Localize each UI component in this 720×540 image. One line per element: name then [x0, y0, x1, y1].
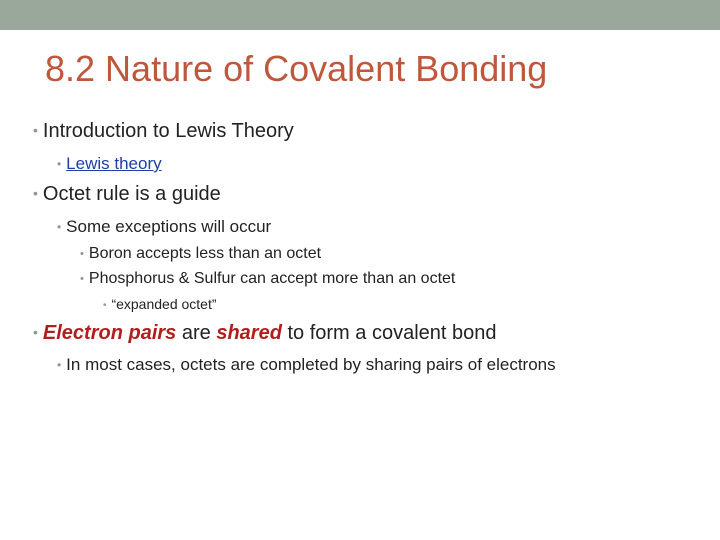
bullet-text: Boron accepts less than an octet — [88, 245, 322, 262]
bullet-dot-icon: • — [33, 122, 38, 139]
bullet-intro-lewis — [33, 120, 294, 143]
bullet-text: Octet rule is a guide — [42, 183, 221, 205]
bullet-exceptions — [57, 217, 271, 237]
bullet-expanded-octet — [103, 296, 217, 312]
slide-title: 8.2 Nature of Covalent Bonding — [45, 48, 548, 89]
bullet-dot-icon: • — [80, 247, 84, 260]
bullet-text: Some exceptions will occur — [66, 217, 272, 236]
bullet-text: are — [176, 322, 217, 344]
bullet-electron-pairs — [33, 322, 497, 345]
bullet-text: to form a covalent bond — [281, 322, 497, 344]
bullet-dot-icon: • — [80, 272, 84, 285]
bullet-dot-icon: • — [57, 156, 62, 171]
lewis-theory-link[interactable]: Lewis theory — [66, 154, 162, 173]
bullet-phosphorus-sulfur — [80, 270, 455, 288]
bullet-lewis-theory — [57, 154, 162, 174]
bullet-dot-icon: • — [33, 185, 38, 202]
bullet-dot-icon: • — [57, 219, 62, 234]
bullet-text: Phosphorus & Sulfur can accept more than an octet — [88, 270, 456, 287]
bullet-text: “expanded octet” — [111, 296, 217, 312]
bullet-text: Introduction to Lewis Theory — [42, 120, 294, 142]
bullet-dot-icon: • — [57, 357, 62, 372]
bullet-boron — [80, 245, 321, 263]
bullet-octet-rule — [33, 183, 221, 206]
bullet-dot-icon: • — [103, 299, 107, 311]
bullet-text: In most cases, octets are completed by sharing pairs of electrons — [66, 355, 556, 374]
bullet-dot-icon: • — [33, 324, 38, 341]
emphasis-electron-pairs: Electron pairs — [42, 322, 177, 344]
emphasis-shared: shared — [216, 322, 282, 344]
top-accent-band — [0, 0, 720, 30]
bullet-most-cases — [57, 355, 556, 375]
